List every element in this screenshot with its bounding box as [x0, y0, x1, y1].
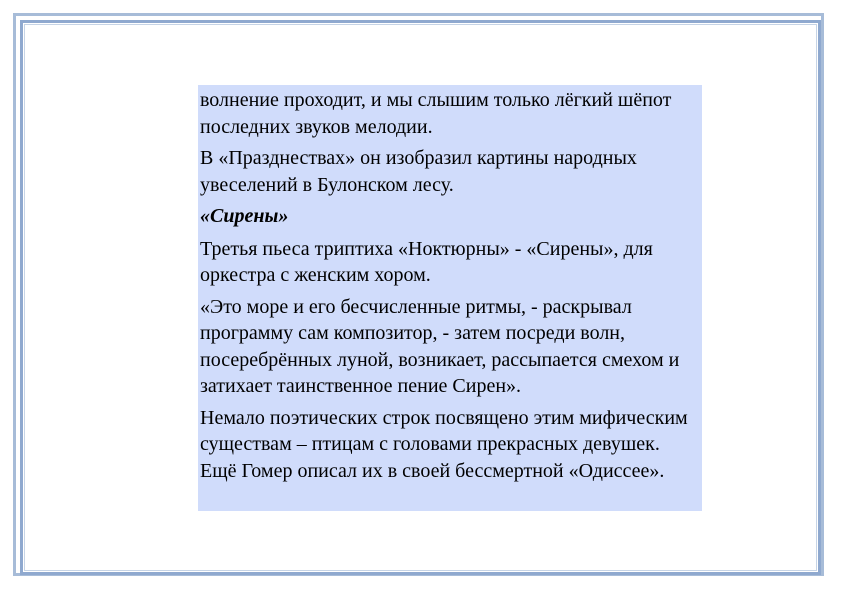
text-block: [198, 85, 702, 511]
paragraph-festivals: В «Празднествах» он изобразил картины народных увеселений в Булонском лесу.: [200, 147, 637, 196]
paragraph-quote: «Это море и его бесчисленные ритмы, - раскрывал программу сам композитор, - затем посреди волн, посеребрённых луной, возникает, рассыпается смехом и затихает таинственное пение Сирен».: [200, 295, 680, 397]
paragraph-continuation: волнение проходит, и мы слышим только лёгкий шёпот последних звуков мелодии.: [200, 89, 672, 138]
paragraph-triptych: Третья пьеса триптиха «Ноктюрны» - «Сирены», для оркестра с женским хором.: [200, 237, 653, 286]
section-heading-sirens: «Сирены»: [200, 205, 289, 227]
paragraph-mythology: Немало поэтических строк посвящено этим мифическим существам – птицам с головами прекрасных девушек. Ещё Гомер описал их в своей бессмертной «Одиссее».: [200, 406, 688, 482]
